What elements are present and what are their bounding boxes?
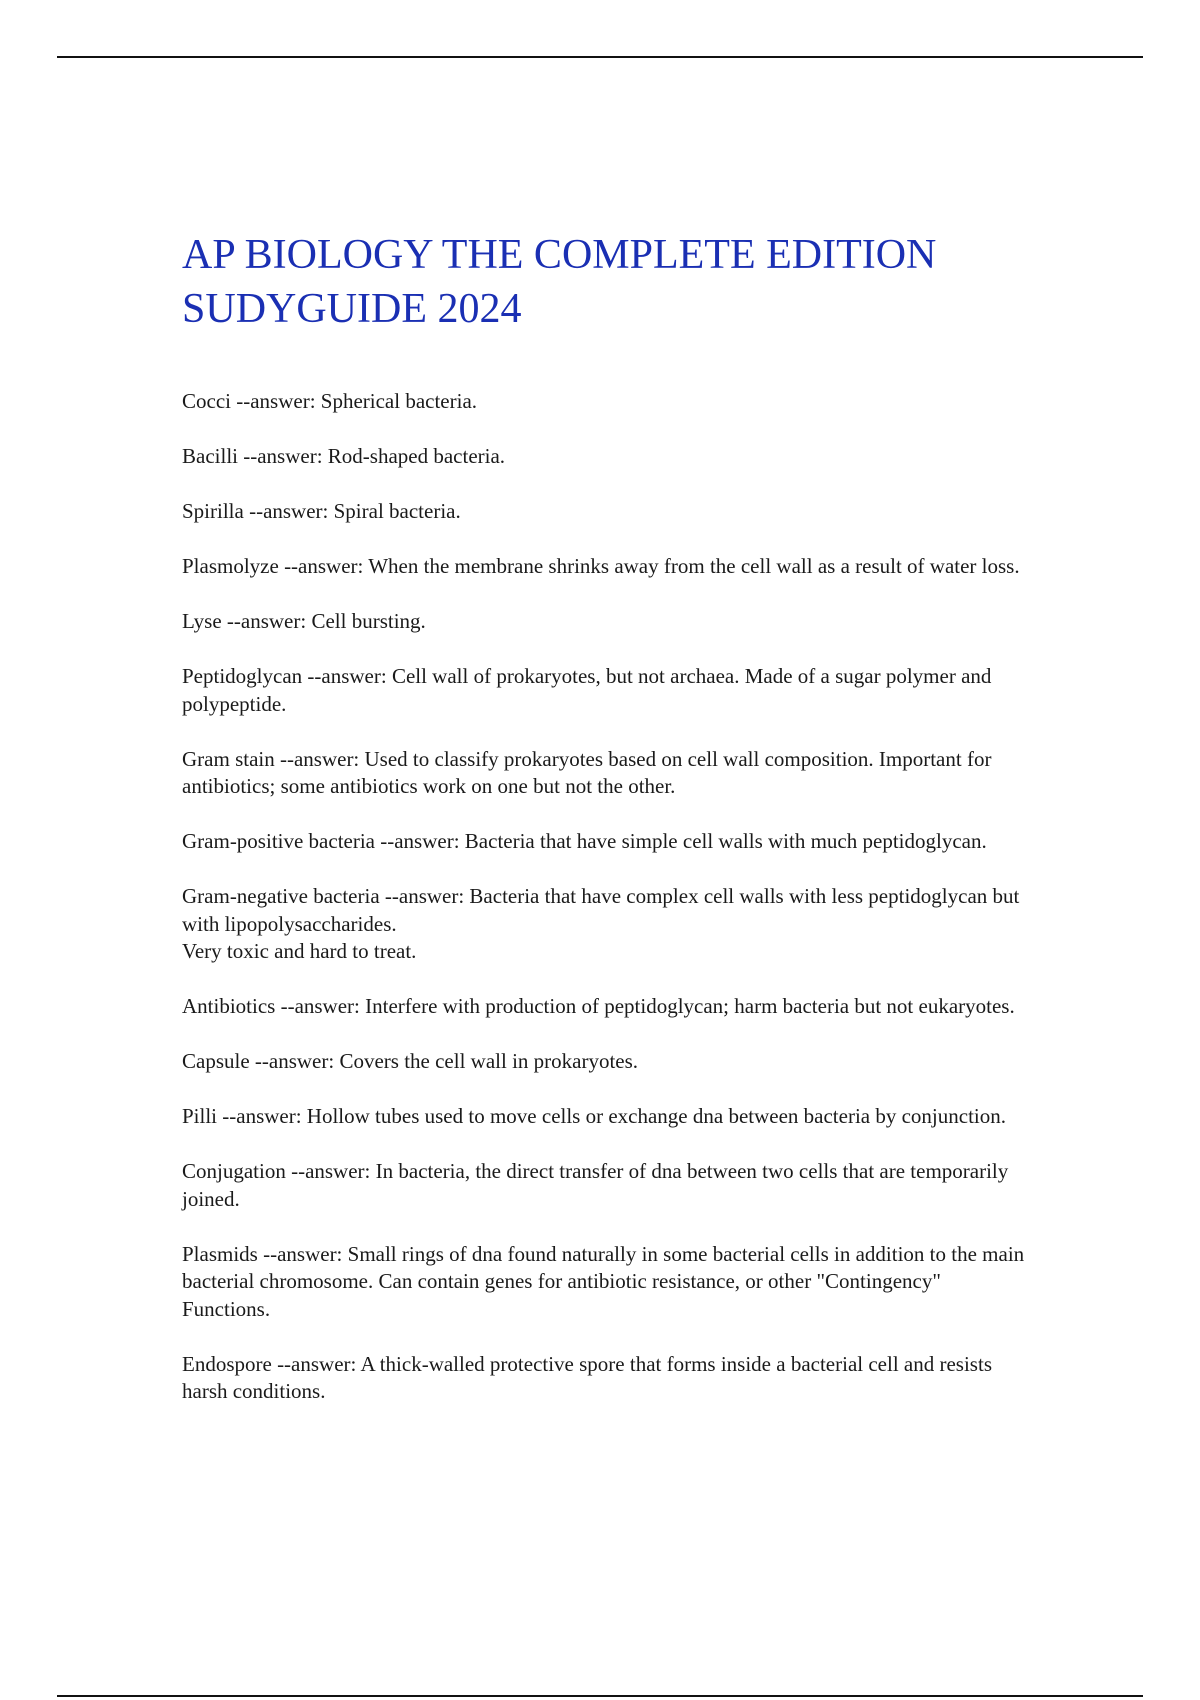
top-rule bbox=[57, 56, 1143, 58]
flashcard-lyse: Lyse --answer: Cell bursting. bbox=[182, 609, 426, 633]
title-line-1: AP BIOLOGY THE COMPLETE EDITION bbox=[182, 232, 937, 278]
flashcard-endospore: Endospore --answer: A thick-walled protective spore that forms inside a bacterial cell and resists harsh conditions. bbox=[182, 1351, 992, 1403]
document-body bbox=[182, 228, 1032, 1433]
flashcard-pilli: Pilli --answer: Hollow tubes used to move cells or exchange dna between bacteria by conjunction. bbox=[182, 1104, 1007, 1128]
flashcard-plasmolyze: Plasmolyze --answer: When the membrane shrinks away from the cell wall as a result of water loss. bbox=[182, 554, 1020, 578]
bottom-rule bbox=[57, 1695, 1143, 1697]
flashcard-spirilla: Spirilla --answer: Spiral bacteria. bbox=[182, 499, 461, 523]
flashcard-peptidoglycan: Peptidoglycan --answer: Cell wall of prokaryotes, but not archaea. Made of a sugar polymer and polypeptide. bbox=[182, 664, 992, 716]
flashcard-capsule: Capsule --answer: Covers the cell wall in prokaryotes. bbox=[182, 1049, 639, 1073]
flashcard-plasmids: Plasmids --answer: Small rings of dna found naturally in some bacterial cells in addition to the main bacterial chromosome. Can contain genes for antibiotic resistance, or other "Contingency" Functions. bbox=[182, 1241, 1025, 1321]
flashcard-antibiotics: Antibiotics --answer: Interfere with production of peptidoglycan; harm bacteria but not eukaryotes. bbox=[182, 994, 1015, 1018]
flashcard-gram-stain: Gram stain --answer: Used to classify prokaryotes based on cell wall composition. Important for antibiotics; some antibiotics work on one but not the other. bbox=[182, 746, 992, 798]
flashcard-bacilli: Bacilli --answer: Rod-shaped bacteria. bbox=[182, 444, 506, 468]
flashcard-cocci: Cocci --answer: Spherical bacteria. bbox=[182, 389, 478, 413]
title-line-2: SUDYGUIDE 2024 bbox=[182, 286, 522, 332]
document-title bbox=[182, 228, 1032, 336]
flashcard-gram-negative: Gram-negative bacteria --answer: Bacteria that have complex cell walls with less peptidoglycan but with lipopolysaccharides. Very toxic and hard to treat. bbox=[182, 884, 1020, 963]
flashcard-conjugation: Conjugation --answer: In bacteria, the direct transfer of dna between two cells that are temporarily joined. bbox=[182, 1159, 1009, 1211]
flashcard-gram-positive: Gram-positive bacteria --answer: Bacteria that have simple cell walls with much peptidoglycan. bbox=[182, 829, 987, 853]
flashcard-list bbox=[182, 388, 1032, 1406]
